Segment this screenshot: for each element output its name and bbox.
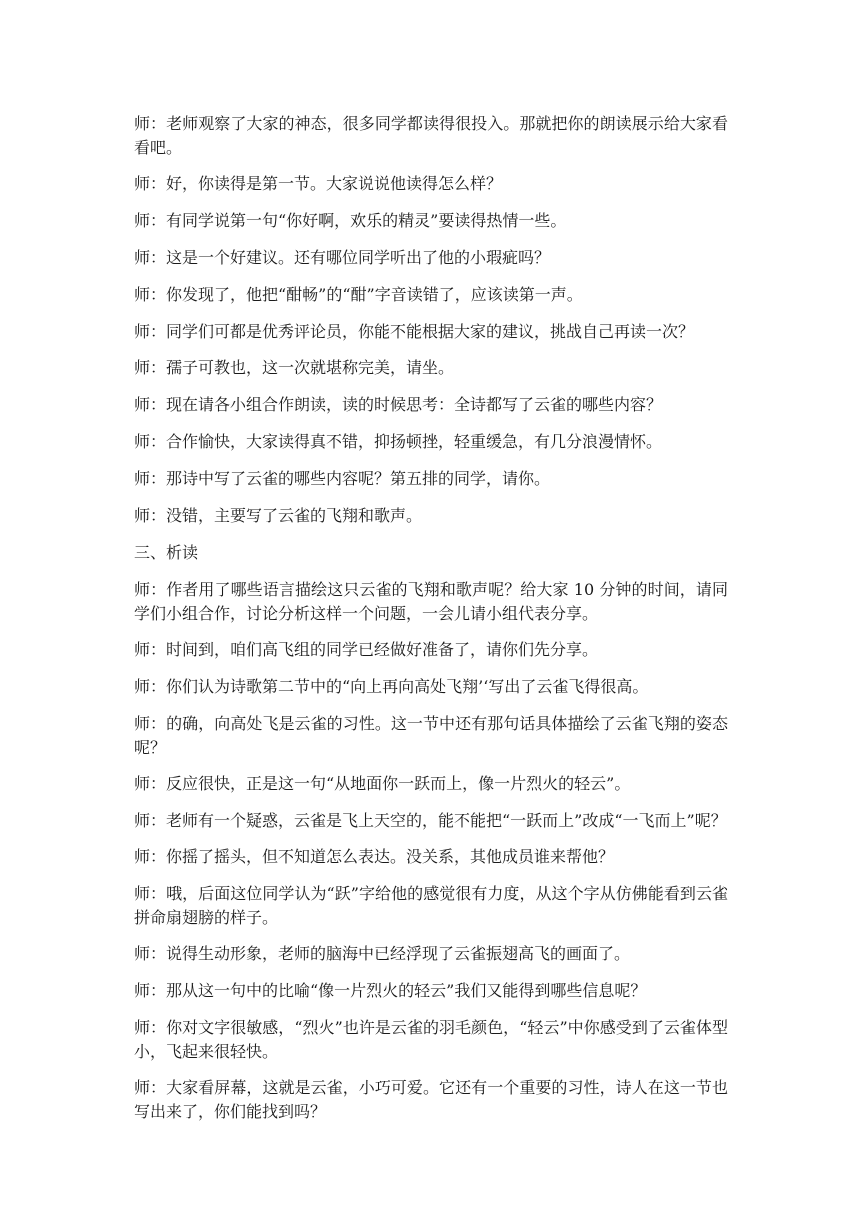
section-heading: 三、析读 [134,543,199,562]
paragraph-22: 师：你对文字很敏感，“烈火”也许是云雀的羽毛颜色，“轻云”中你感受到了云雀体型小，飞起来很轻快。 [134,1018,728,1061]
paragraph-10: 师：那诗中写了云雀的哪些内容呢？第五排的同学，请你。 [134,469,551,488]
paragraph-6: 师：同学们可都是优秀评论员，你能不能根据大家的建议，挑战自己再读一次？ [134,322,695,341]
paragraph-2: 师：好，你读得是第一节。大家说说他读得怎么样？ [134,174,503,193]
paragraph-9: 师：合作愉快，大家读得真不错，抑扬顿挫，轻重缓急，有几分浪漫情怀。 [134,432,663,451]
paragraph-7: 师：孺子可教也，这一次就堪称完美，请坐。 [134,358,455,377]
paragraph-13: 师：时间到，咱们高飞组的同学已经做好准备了，请你们先分享。 [134,640,599,659]
paragraph-1: 师：老师观察了大家的神态，很多同学都读得很投入。那就把你的朗读展示给大家看看吧。 [134,114,728,157]
paragraph-16: 师：反应很快，正是这一句“从地面你一跃而上，像一片烈火的轻云”。 [134,774,631,793]
document-body [134,112,728,1136]
paragraph-3: 师：有同学说第一句“你好啊，欢乐的精灵”要读得热情一些。 [134,211,567,230]
paragraph-17: 师：老师有一个疑惑，云雀是飞上天空的，能不能把“一跃而上”改成“一飞而上”呢？ [134,811,727,830]
paragraph-5: 师：你发现了，他把“酣畅”的“酣”字音读错了，应该读第一声。 [134,285,583,304]
paragraph-19: 师：哦，后面这位同学认为“跃”字给他的感觉很有力度，从这个字从仿佛能看到云雀拼命扇翅膀的样子。 [134,884,728,927]
paragraph-18: 师：你摇了摇头，但不知道怎么表达。没关系，其他成员谁来帮他？ [134,847,615,866]
paragraph-12: 师：作者用了哪些语言描绘这只云雀的飞翔和歌声呢？给大家 10 分钟的时间，请同学们小组合作，讨论分析这样一个问题，一会儿请小组代表分享。 [134,580,728,623]
paragraph-20: 师：说得生动形象，老师的脑海中已经浮现了云雀振翅高飞的画面了。 [134,944,631,963]
paragraph-11: 师：没错，主要写了云雀的飞翔和歌声。 [134,506,423,525]
paragraph-4: 师：这是一个好建议。还有哪位同学听出了他的小瑕疵吗？ [134,248,551,267]
paragraph-23: 师：大家看屏幕，这就是云雀，小巧可爱。它还有一个重要的习性，诗人在这一节也写出来了，你们能找到吗？ [134,1078,728,1121]
paragraph-15: 师：的确，向高处飞是云雀的习性。这一节中还有那句话具体描绘了云雀飞翔的姿态呢？ [134,714,728,757]
paragraph-14: 师：你们认为诗歌第二节中的“向上再向高处飞翔’‘写出了云雀飞得很高。 [134,677,649,696]
paragraph-21: 师：那从这一句中的比喻“像一片烈火的轻云”我们又能得到哪些信息呢？ [134,981,647,1000]
paragraph-8: 师：现在请各小组合作朗读，读的时候思考：全诗都写了云雀的哪些内容？ [134,395,663,414]
